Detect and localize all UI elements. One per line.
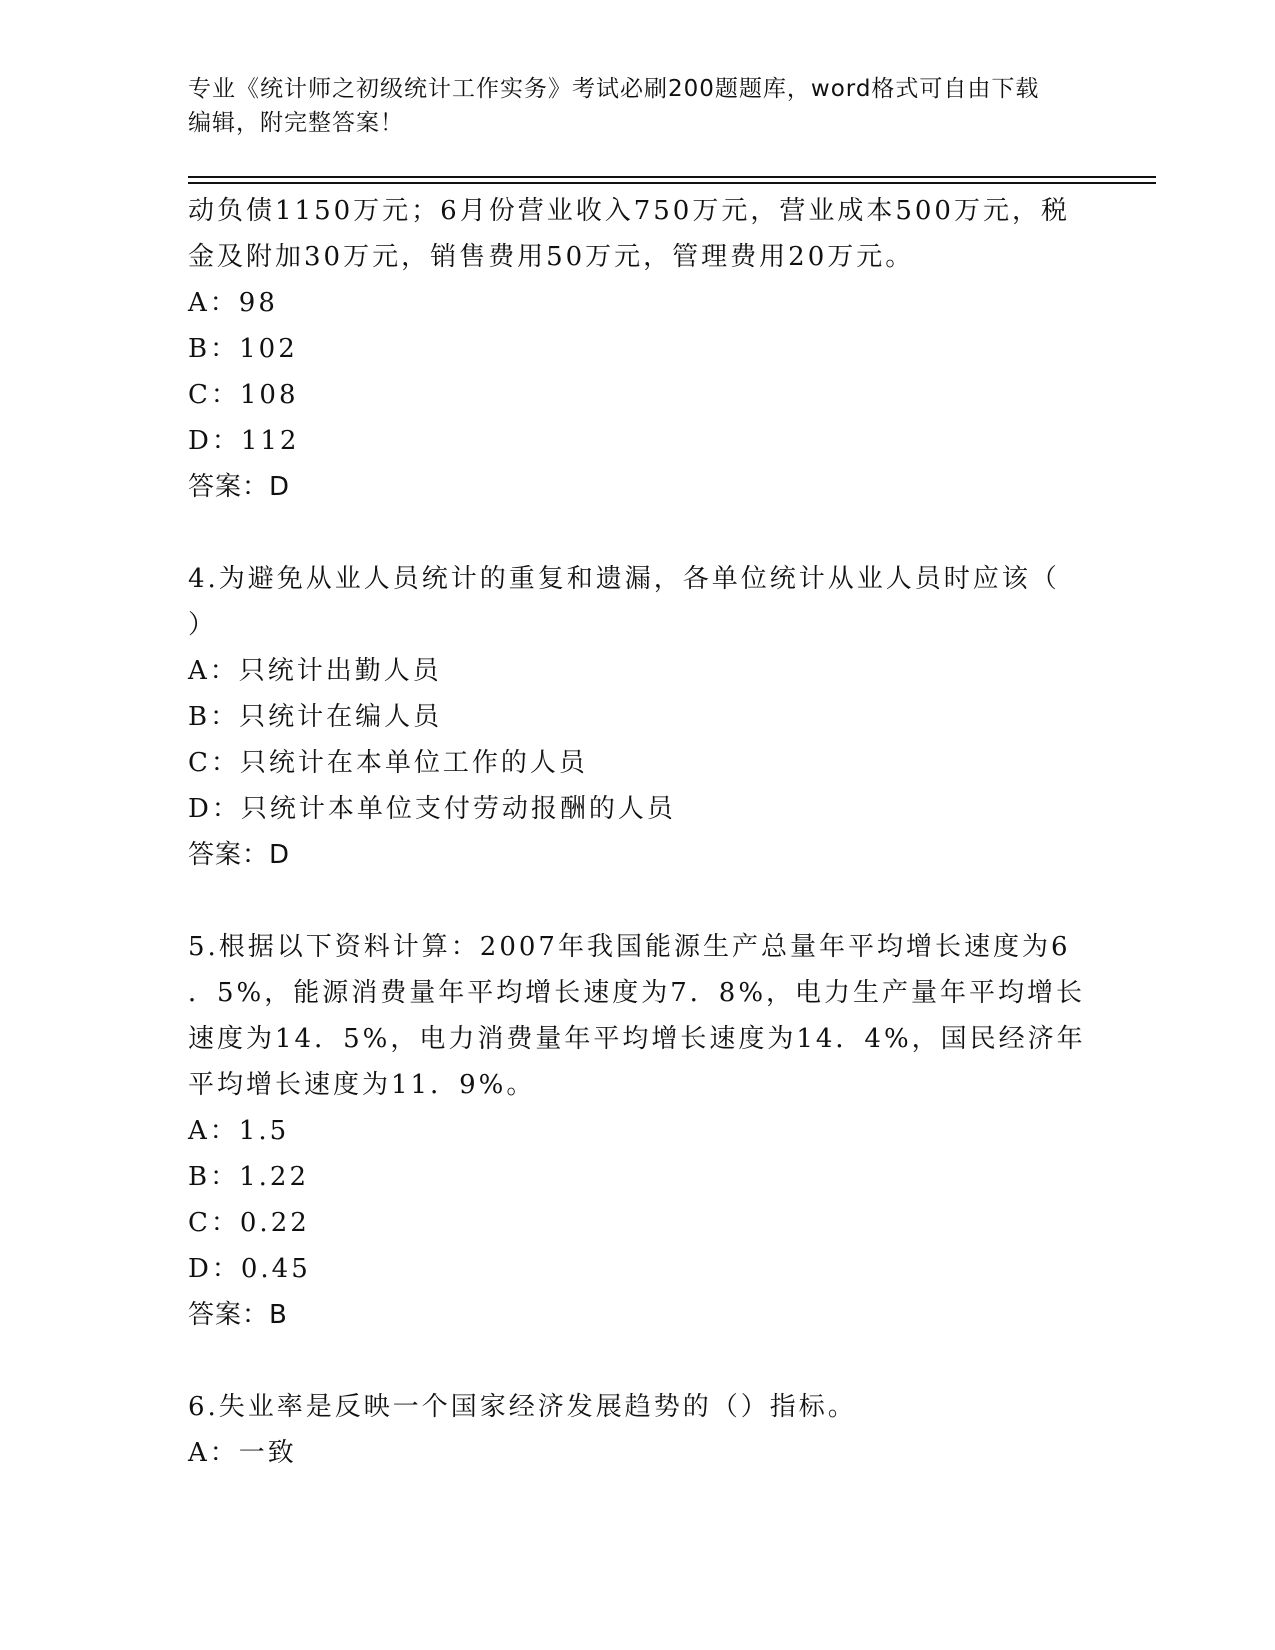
option-b: B：只统计在编人员 <box>188 702 443 732</box>
option-d: D：0.45 <box>188 1254 311 1284</box>
question-text: 动负债1150万元；6月份营业收入750万元，营业成本500万元，税 <box>188 196 1070 226</box>
option-d: D：只统计本单位支付劳动报酬的人员 <box>188 794 676 824</box>
option-c: C：108 <box>188 380 299 410</box>
spacer <box>188 510 1088 556</box>
option-b: B：102 <box>188 334 298 364</box>
question-text: 6.失业率是反映一个国家经济发展趋势的（）指标。 <box>188 1392 857 1422</box>
question-text: 金及附加30万元，销售费用50万元，管理费用20万元。 <box>188 242 915 272</box>
question-text: 速度为14．5%，电力消费量年平均增长速度为14．4%，国民经济年 <box>188 1024 1086 1054</box>
spacer <box>188 1338 1088 1384</box>
option-c: C：只统计在本单位工作的人员 <box>188 748 588 778</box>
answer-label: 答案：D <box>188 840 291 870</box>
header-divider-bottom <box>188 182 1156 184</box>
question-3 <box>188 188 1088 510</box>
option-d: D：112 <box>188 426 300 456</box>
answer-label: 答案：B <box>188 1300 288 1330</box>
header-line-1: 专业《统计师之初级统计工作实务》考试必刷200题题库，word格式可自由下载 <box>188 76 1040 102</box>
document-header <box>188 72 1088 140</box>
spacer <box>188 878 1088 924</box>
option-a: A：98 <box>188 288 278 318</box>
question-content <box>188 188 1088 1476</box>
question-6 <box>188 1384 1088 1476</box>
question-text: 4.为避免从业人员统计的重复和遗漏，各单位统计从业人员时应该（ <box>188 564 1060 594</box>
option-c: C：0.22 <box>188 1208 310 1238</box>
question-text: 5.根据以下资料计算：2007年我国能源生产总量年平均增长速度为6 <box>188 932 1071 962</box>
question-5 <box>188 924 1088 1338</box>
header-divider-top <box>188 176 1156 178</box>
option-a: A：一致 <box>188 1438 297 1468</box>
question-text: 平均增长速度为11．9%。 <box>188 1070 536 1100</box>
header-line-2: 编辑，附完整答案！ <box>188 110 404 136</box>
option-b: B：1.22 <box>188 1162 309 1192</box>
option-a: A：只统计出勤人员 <box>188 656 442 686</box>
question-4 <box>188 556 1088 878</box>
option-a: A：1.5 <box>188 1116 290 1146</box>
answer-label: 答案：D <box>188 472 291 502</box>
question-text: ．5%，能源消费量年平均增长速度为7．8%，电力生产量年平均增长 <box>188 978 1086 1008</box>
question-text: ） <box>188 610 218 640</box>
